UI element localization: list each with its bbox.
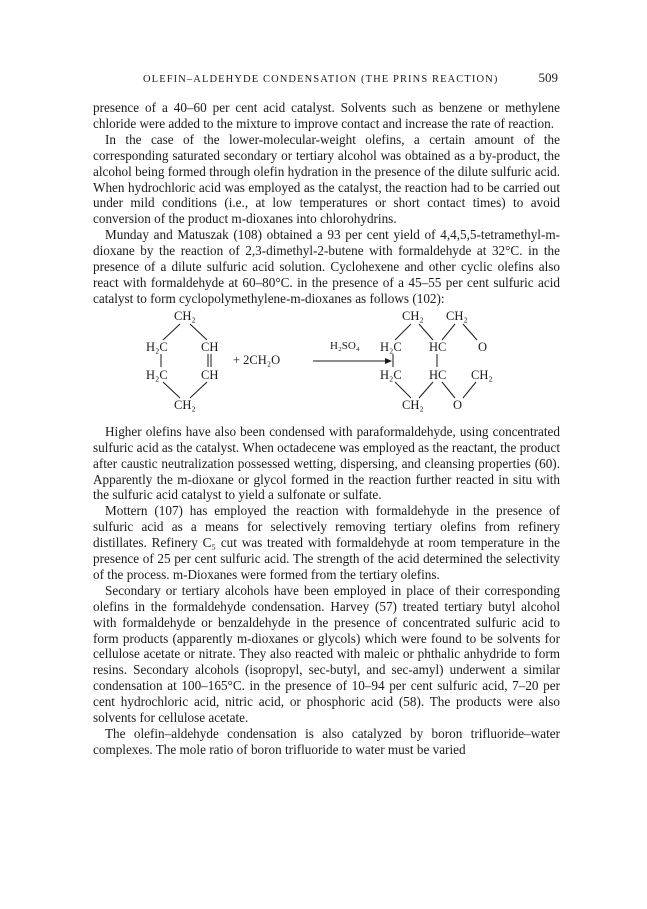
catalyst-label: H₂SO₄ bbox=[330, 339, 360, 352]
product-upper-mid-hc: HC bbox=[429, 339, 447, 354]
paragraph-7: The olefin–aldehyde condensation is also catalyzed by boron trifluoride–water complexes. The mole ratio of boron trifluoride to water must be varied bbox=[93, 726, 560, 757]
reactant-top-ch2: CH₂ bbox=[174, 308, 196, 323]
body-text bbox=[93, 100, 560, 758]
product-bottom-left-ch2: CH₂ bbox=[402, 397, 424, 412]
page bbox=[93, 70, 560, 758]
scheme-bonds bbox=[93, 309, 560, 421]
paragraph-4: Higher olefins have also been condensed with paraformaldehyde, using concentrated sulfuric acid as the catalyst. When octadecene was employed as the reactant, the product after caustic neutralization possessed wetting, dispersing, and cleansing properties (60). Apparently the m-dioxane or glycol formed in the reaction further reacted in situ with the sulfuric acid catalyst to yield a sulfonate or sulfate. bbox=[93, 423, 560, 503]
reactant-bottom-ch2: CH₂ bbox=[174, 397, 196, 412]
paragraph-3: Munday and Matuszak (108) obtained a 93 per cent yield of 4,4,5,5-tetramethyl-m-dioxane by the reaction of 2,3-dimethyl-2-butene with formaldehyde at 32°C. in the presence of a dilute sulfuric acid solution. Cyclohexene and other cyclic olefins also react with formaldehyde at 60–80°C. in the presence of a 45–55 per cent sulfuric acid catalyst to form cyclopolymethylene-m-dioxanes as follows (102): bbox=[93, 227, 560, 306]
product-upper-left-h2c: H₂C bbox=[380, 339, 402, 354]
product-top-right-ch2: CH₂ bbox=[446, 308, 468, 323]
reactant-lower-right-ch: CH bbox=[201, 367, 219, 382]
reactant-upper-left-h2c: H₂C bbox=[146, 339, 168, 354]
product-bottom-right-oxygen: O bbox=[453, 397, 463, 412]
reactant-upper-right-ch: CH bbox=[201, 339, 219, 354]
product-lower-left-h2c: H₂C bbox=[380, 367, 402, 382]
running-header bbox=[93, 70, 560, 92]
formaldehyde-reagent: + 2CH₂O bbox=[233, 352, 281, 367]
product-top-left-ch2: CH₂ bbox=[402, 308, 424, 323]
product-lower-mid-hc: HC bbox=[429, 367, 447, 382]
page-number: 509 bbox=[538, 70, 558, 85]
product-lower-right-ch2: CH₂ bbox=[471, 367, 493, 382]
paragraph-1: presence of a 40–60 per cent acid catalyst. Solvents such as benzene or methylene chloride were added to the mixture to improve contact and increase the rate of reaction. bbox=[93, 100, 560, 131]
reaction-scheme bbox=[93, 309, 560, 421]
paragraph-5: Mottern (107) has employed the reaction with formaldehyde in the presence of sulfuric acid as a means for selectively removing tertiary olefins from refinery distillates. Refinery C₅ cut was treated with formaldehyde at room temperature in the presence of 25 per cent sulfuric acid. The strength of the acid determined the selectivity of the process. m-Dioxanes were formed from the tertiary olefins. bbox=[93, 503, 560, 582]
reactant-lower-left-h2c: H₂C bbox=[146, 367, 168, 382]
running-title: OLEFIN–ALDEHYDE CONDENSATION (THE PRINS REACTION) bbox=[143, 74, 499, 85]
paragraph-6: Secondary or tertiary alcohols have been employed in place of their corresponding olefins in the formaldehyde condensation. Harvey (57) treated tertiary butyl alcohol with formaldehyde or benzaldehyde in the presence of concentrated sulfuric acid to form products (apparently m-dioxanes or glycols) which were found to be solvents for cellulose acetate or nitrate. They also reacted with maleic or phthalic anhydride to form resins. Secondary alcohols (isopropyl, sec-butyl, and sec-amyl) underwent a similar condensation at 100–165°C. in the presence of 10–94 per cent sulfuric acid, 7–20 per cent hydrochloric acid, nitric acid, or phosphoric acid (58). The products were also solvents for cellulose acetate. bbox=[93, 582, 560, 726]
paragraph-2: In the case of the lower-molecular-weight olefins, a certain amount of the corresponding saturated secondary or tertiary alcohol was obtained as a by-product, the alcohol being formed through olefin hydration in the presence of the dilute sulfuric acid. When hydrochloric acid was employed as the catalyst, the reaction had to be carried out under mild conditions (i.e., at low temperatures or short contact times) to avoid conversion of the product m-dioxanes into chlorohydrins. bbox=[93, 131, 560, 227]
product-upper-right-oxygen: O bbox=[478, 339, 488, 354]
